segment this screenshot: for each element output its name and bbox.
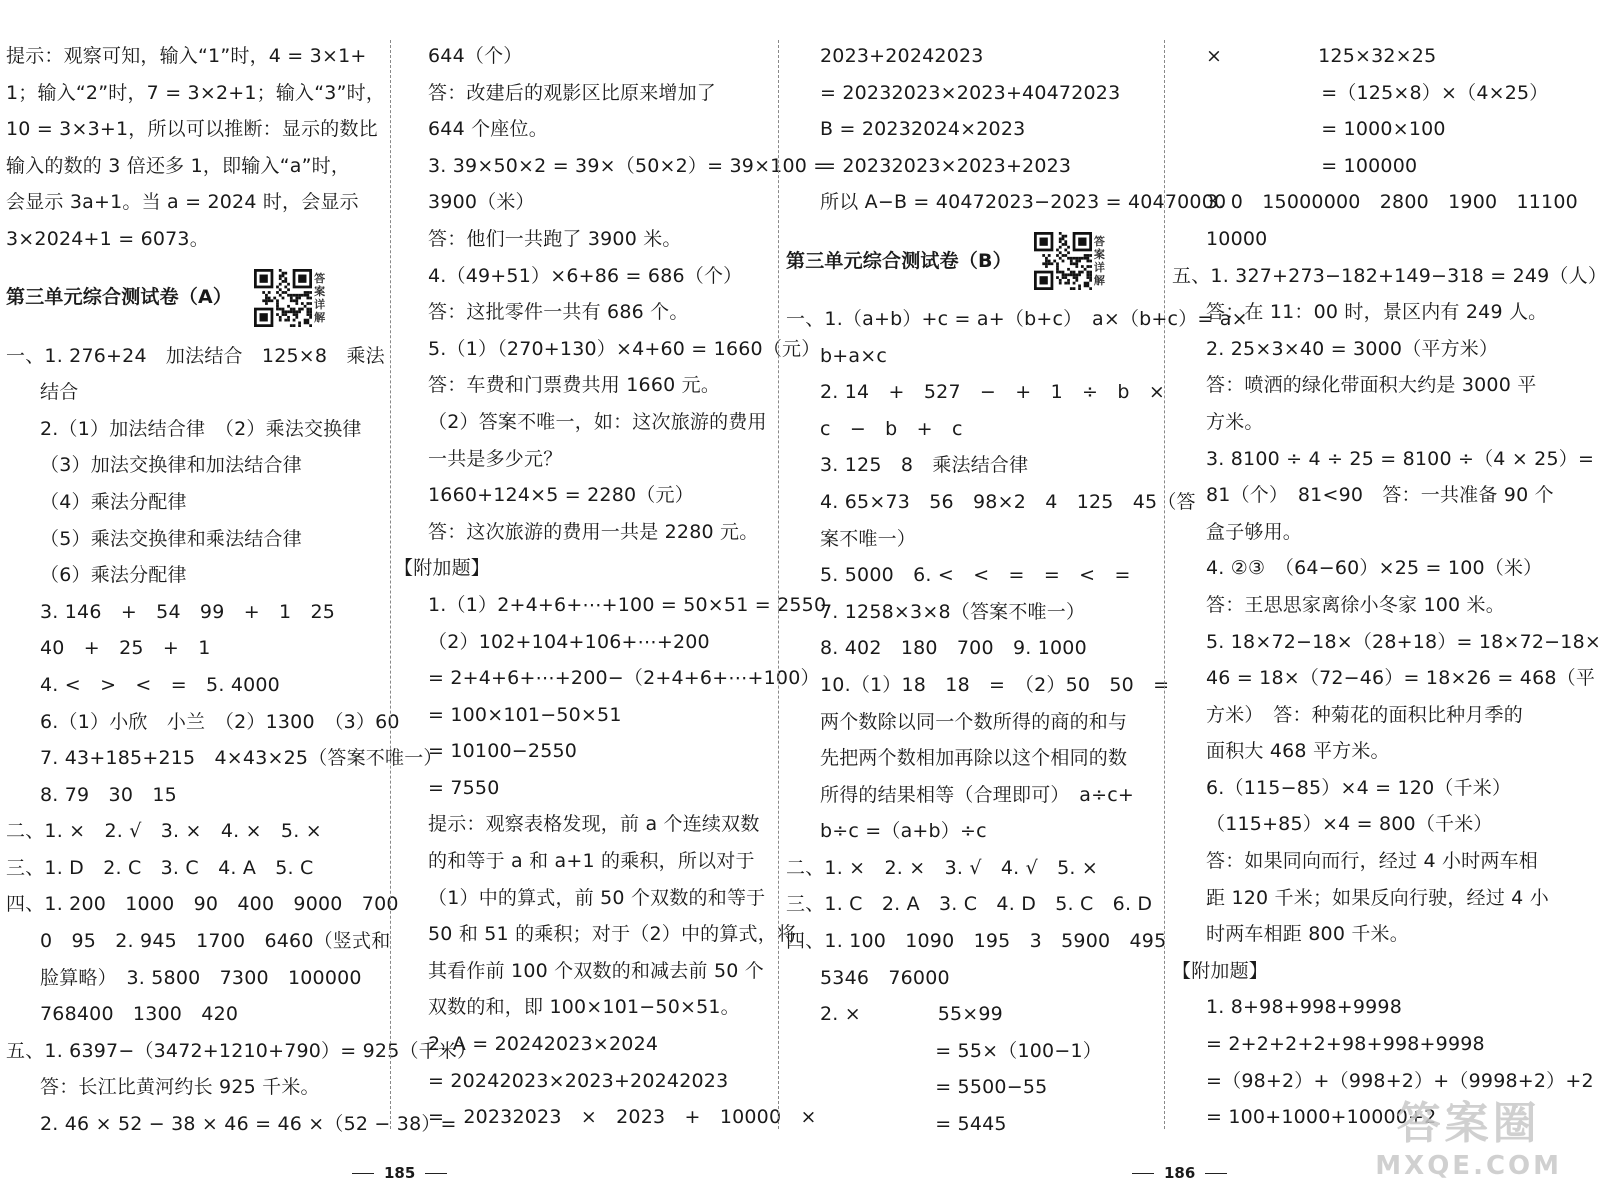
answer-line: 1. 8+98+998+9998	[1206, 996, 1403, 1019]
answer-line: 四、1. 200 1000 90 400 9000 700	[6, 893, 399, 916]
answer-line: = 5500−55	[820, 1076, 1048, 1099]
answer-line: = 100+1000+10000+2	[1206, 1106, 1437, 1129]
section-heading	[6, 258, 386, 338]
answer-line: 二、1. × 2. × 3. √ 4. √ 5. ×	[786, 856, 1099, 879]
column-2	[394, 38, 830, 1136]
answer-line: 3. 8100 ÷ 4 ÷ 25 = 8100 ÷（4 × 25）=	[1206, 447, 1595, 470]
answer-line: 1；输入“2”时，7 = 3×2+1；输入“3”时，	[6, 81, 386, 104]
answer-line: 5346 76000	[820, 966, 950, 989]
answer-line: 1.（1）2+4+6+⋯+100 = 50×51 = 2550	[428, 593, 827, 616]
answer-line: = 20232023×2023+2023	[820, 154, 1072, 177]
answer-line: 五、1. 327+273−182+149−318 = 249（人）	[1172, 264, 1607, 287]
answer-line: 81（个） 81<90 答：一共准备 90 个	[1206, 484, 1554, 507]
answer-line: b÷c =（a+b）÷c	[820, 820, 987, 843]
column-4	[1172, 38, 1607, 1136]
answer-line: 4. ②③ （64−60）×25 = 100（米）	[1206, 557, 1543, 580]
answer-line: 案不唯一）	[820, 527, 917, 550]
answer-line: 46 = 18×（72−46）= 18×26 = 468（平	[1206, 667, 1596, 690]
answer-line: 8. 79 30 15	[40, 783, 177, 806]
answer-line: 所以 A−B = 40472023−2023 = 40470000	[820, 191, 1227, 214]
qr-code-icon	[254, 269, 312, 327]
answer-line: 2. 25×3×40 = 3000（平方米）	[1206, 337, 1499, 360]
answer-line: 答：他们一共跑了 3900 米。	[428, 227, 682, 250]
answer-line: 提示：观察表格发现，前 a 个连续双数	[428, 813, 760, 836]
answer-line: B = 20232024×2023	[820, 118, 1026, 141]
answer-line: 7. 43+185+215 4×43×25（答案不唯一）	[40, 747, 443, 770]
answer-line: 提示：观察可知，输入“1”时，4 = 3×1+	[6, 45, 367, 67]
answer-line: 会显示 3a+1。当 a = 2024 时，会显示	[6, 191, 359, 214]
answer-line: 先把两个数相加再除以这个相同的数	[820, 747, 1128, 770]
answer-line: 5. 18×72−18×（28+18）= 18×72−18×	[1206, 630, 1601, 653]
answer-line: 一、1. 276+24 加法结合 125×8 乘法	[6, 344, 385, 367]
answer-line: 644 个座位。	[428, 118, 548, 141]
answer-line: 1660+124×5 = 2280（元）	[428, 484, 694, 507]
watermark	[1375, 1087, 1562, 1181]
answer-line: = 20242023×2023+20242023	[428, 1069, 729, 1092]
answer-line: 方米） 答：种菊花的面积比种月季的	[1206, 703, 1523, 726]
answer-line: 所得的结果相等（合理即可） a÷c+	[820, 783, 1135, 806]
answer-line: 644（个）	[428, 45, 523, 67]
answer-line: 答：这批零件一共有 686 个。	[428, 301, 689, 324]
page-number-right: 186	[1122, 1164, 1237, 1182]
answer-line: 答：如果同向而行，经过 4 小时两车相	[1206, 850, 1538, 873]
section-heading	[786, 221, 1158, 301]
answer-line: c − b + c	[820, 417, 963, 440]
qr-code-icon	[1034, 232, 1092, 290]
answer-line: 其看作前 100 个双数的和减去前 50 个	[428, 959, 765, 982]
answer-line: 40 + 25 + 1	[40, 637, 211, 660]
answer-line: 3. 146 + 54 99 + 1 25	[40, 600, 336, 623]
answer-line: = 2+2+2+2+98+998+9998	[1206, 1033, 1485, 1056]
qr-caption: 答案详解	[1093, 234, 1106, 287]
answer-line: 答：改建后的观影区比原来增加了	[428, 81, 717, 104]
answer-line: 6.（115−85）×4 = 120（千米）	[1206, 776, 1512, 799]
answer-line: 三、1. C 2. A 3. C 4. D 5. C 6. D	[786, 893, 1153, 916]
answer-line: 2. 46 × 52 − 38 × 46 = 46 ×（52 − 38）=	[40, 1113, 457, 1136]
answer-line: 答：喷洒的绿化带面积大约是 3000 平	[1206, 374, 1537, 397]
answer-line: = 20232023 × 2023 + 10000 ×	[428, 1106, 817, 1129]
answer-line: = 10100−2550	[428, 740, 578, 763]
section-title: 第三单元综合测试卷（B）	[786, 249, 1012, 272]
answer-line: 3900（米）	[428, 191, 535, 214]
answer-line: （3）加法交换律和加法结合律	[40, 454, 302, 477]
answer-line: 四、1. 100 1090 195 3 5900 495	[786, 930, 1167, 953]
section-title: 第三单元综合测试卷（A）	[6, 286, 233, 309]
answer-line: = 2+4+6+⋯+200−（2+4+6+⋯+100）	[428, 667, 820, 690]
answer-line: 10 = 3×3+1，所以可以推断：显示的数比	[6, 118, 378, 141]
answer-line: 2023+20242023	[820, 45, 984, 67]
answer-line: （115+85）×4 = 800（千米）	[1206, 813, 1493, 836]
answer-line: 10.（1）18 18 = （2）50 50 =	[820, 673, 1170, 696]
answer-line: 4. < > < = 5. 4000	[40, 673, 280, 696]
answer-line: 方米。	[1206, 410, 1264, 433]
answer-line: （2）答案不唯一，如：这次旅游的费用	[428, 410, 767, 433]
answer-line: 2. A = 20242023×2024	[428, 1033, 659, 1056]
answer-line: 6.（1）小欣 小兰 （2）1300 （3）60	[40, 710, 400, 733]
answer-line: = 55×（100−1）	[820, 1039, 1102, 1062]
answer-line: 7. 1258×3×8（答案不唯一）	[820, 600, 1086, 623]
answer-line: 答：在 11：00 时，景区内有 249 人。	[1206, 301, 1548, 324]
answer-line: 3×2024+1 = 6073。	[6, 227, 209, 250]
answer-line: =（125×8）×（4×25）	[1206, 81, 1549, 104]
answer-line: 一、1.（a+b）+c = a+（b+c） a×（b+c）= a×	[786, 307, 1248, 330]
answer-line: 3. 39×50×2 = 39×（50×2）= 39×100 =	[428, 154, 830, 177]
answer-line: 时两车相距 800 千米。	[1206, 923, 1409, 946]
answer-line: 50 和 51 的乘积；对于（2）中的算式，将	[428, 923, 797, 946]
answer-line: 4. 65×73 56 98×2 4 125 45（答	[820, 490, 1196, 513]
answer-line: 两个数除以同一个数所得的商的和与	[820, 710, 1128, 733]
answer-line: 768400 1300 420	[40, 1003, 239, 1026]
answer-line: 二、1. × 2. √ 3. × 4. × 5. ×	[6, 820, 322, 843]
answer-line: （2）102+104+106+⋯+200	[428, 630, 710, 653]
answer-line: 3. 125 8 乘法结合律	[820, 454, 1029, 477]
answer-line: b+a×c	[820, 344, 887, 367]
answer-line: 一共是多少元？	[428, 447, 563, 470]
answer-line: 5.（1）（270+130）×4+60 = 1660（元）	[428, 337, 821, 360]
column-divider	[1164, 40, 1165, 1129]
answer-line: = 100000	[1206, 154, 1418, 177]
answer-line: 答：这次旅游的费用一共是 2280 元。	[428, 520, 759, 543]
answer-line: = 5445	[820, 1113, 1007, 1136]
answer-line: 答：长江比黄河约长 925 千米。	[40, 1076, 320, 1099]
answer-line: = 100×101−50×51	[428, 703, 622, 726]
answer-line: = 1000×100	[1206, 118, 1446, 141]
answer-line: 脸算略） 3. 5800 7300 100000	[40, 966, 362, 989]
answer-line: 【附加题】	[394, 557, 491, 580]
answer-line: 答：车费和门票费共用 1660 元。	[428, 374, 721, 397]
answer-line: 距 120 千米；如果反向行驶，经过 4 小	[1206, 886, 1549, 909]
answer-line: 三、1. D 2. C 3. C 4. A 5. C	[6, 856, 314, 879]
watermark-logo: 答案圈	[1396, 1098, 1541, 1149]
answer-line: 2. 14 + 527 − + 1 ÷ b ×	[820, 381, 1165, 404]
answer-line: × 125×32×25	[1206, 45, 1437, 67]
answer-line: 结合	[40, 381, 79, 404]
answer-line: = 7550	[428, 776, 500, 799]
answer-line: （6）乘法分配律	[40, 564, 187, 587]
answer-line: 盒子够用。	[1206, 520, 1303, 543]
column-divider	[778, 40, 779, 1129]
answer-line: 面积大 468 平方米。	[1206, 740, 1390, 763]
answer-line: 的和等于 a 和 a+1 的乘积，所以对于	[428, 850, 755, 873]
answer-line: 4.（49+51）×6+86 = 686（个）	[428, 264, 743, 287]
answer-line: （4）乘法分配律	[40, 490, 187, 513]
answer-line: 【附加题】	[1172, 959, 1269, 982]
answer-line: 0 95 2. 945 1700 6460（竖式和	[40, 930, 391, 953]
answer-line: = 20232023×2023+40472023	[820, 81, 1121, 104]
answer-line: 输入的数的 3 倍还多 1，即输入“a”时，	[6, 154, 351, 177]
answer-line: =（98+2）+（998+2）+（9998+2）+2	[1206, 1069, 1594, 1092]
column-divider	[390, 40, 391, 1129]
qr-caption: 答案详解	[314, 271, 326, 324]
answer-line: 五、1. 6397−（3472+1210+790）= 925（千米）	[6, 1039, 477, 1062]
answer-line: 2.（1）加法结合律 （2）乘法交换律	[40, 417, 362, 440]
answer-line: 答：王思思家离徐小冬家 100 米。	[1206, 593, 1505, 616]
watermark-url: MXQE.COM	[1375, 1151, 1562, 1181]
answer-line: 8. 402 180 700 9. 1000	[820, 637, 1087, 660]
answer-line: 3. 0 15000000 2800 1900 11100	[1206, 191, 1578, 214]
answer-line: 双数的和，即 100×101−50×51。	[428, 996, 740, 1019]
page-number-left: 185	[342, 1164, 457, 1182]
answer-line: （5）乘法交换律和乘法结合律	[40, 527, 302, 550]
answer-line: 5. 5000 6. < < = = < =	[820, 564, 1131, 587]
answer-line: 2. × 55×99	[820, 1003, 1003, 1026]
answer-line: 10000	[1206, 227, 1268, 250]
answer-line: （1）中的算式，前 50 个双数的和等于	[428, 886, 766, 909]
